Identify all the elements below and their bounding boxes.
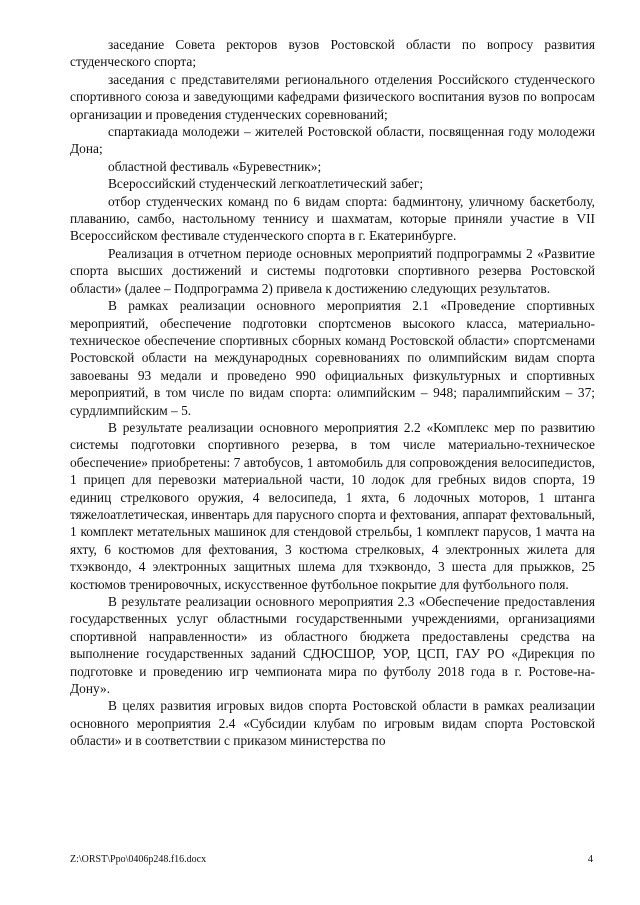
- paragraph-youth-spartakiad: спартакиада молодежи – жителей Ростовской области, посвященная году молодежи Дона;: [70, 124, 595, 157]
- paragraph-team-selection: отбор студенческих команд по 6 видам спорта: бадминтону, уличному баскетболу, плаванию, самбо, настольному теннису и шахматам, которые приняли участие в VII Всероссийском фестивале студенческого спорта в г. Екатеринбурге.: [70, 193, 595, 244]
- footer-file-path: Z:\ORST\Ppo\0406p248.f16.docx: [70, 854, 207, 865]
- paragraph-subprogram-2-intro: Реализация в отчетном периоде основных мероприятий подпрограммы 2 «Развитие спорта высших достижений и системы подготовки спортивного резерва Ростовской области» (далее – Подпрограмма 2) привела к достижению следующих результатов.: [70, 245, 595, 296]
- paragraph-measure-2-3: В результате реализации основного мероприятия 2.3 «Обеспечение предоставления государственных услуг областными государственными учреждениями, организациями спортивной направленности» из областного бюджета предоставлены средства на выполнение государственных заданий СДЮСШОР, УОР, ЦСП, ГАУ РО «Дирекция по подготовке и проведению игр чемпионата мира по футболу 2018 года в г. Ростове-на-Дону».: [70, 594, 595, 697]
- paragraph-measure-2-4: В целях развития игровых видов спорта Ростовской области в рамках реализации основного мероприятия 2.4 «Субсидии клубам по игровым видам спорта Ростовской области» и в соответствии с приказом министерства по: [70, 698, 595, 749]
- document-body: [70, 36, 595, 750]
- paragraph-measure-2-1: В рамках реализации основного мероприятия 2.1 «Проведение спортивных мероприятий, обеспечение подготовки спортсменов высокого класса, материально-техническое обеспечение спортивных сборных команд Ростовской области» спортсменами Ростовской области на международных соревнованиях по олимпийским видам спорта завоеваны 93 медали и проведено 990 официальных физкультурных и спортивных мероприятий, в том числе по видам спорта: олимпийским – 948; паралимпийским – 37; сурдлимпийским – 5.: [70, 298, 595, 418]
- paragraph-student-union-meetings: заседания с представителями регионального отделения Российского студенческого спортивного союза и заведующими кафедрами физического воспитания вузов по вопросам организации и проведения студенческих соревнований;: [70, 71, 595, 122]
- page-number: 4: [587, 854, 593, 865]
- paragraph-athletics-race: Всероссийский студенческий легкоатлетический забег;: [108, 176, 424, 192]
- paragraph-burevestnik-festival: областной фестиваль «Буревестник»;: [108, 158, 322, 174]
- paragraph-measure-2-2: В результате реализации основного мероприятия 2.2 «Комплекс мер по развитию системы подготовки спортивного резерва, в том числе материально-техническое обеспечение» приобретены: 7 автобусов, 1 автомобиль для сопровождения велосипедистов, 1 прицеп для перевозки материальной части, 10 лодок для гребных видов спорта, 19 единиц стрелкового оружия, 4 велосипеда, 1 яхта, 6 лодочных моторов, 1 штанга тяжелоатлетическая, инвентарь для парусного спорта и фехтования, аппарат фехтовальный, 1 комплект метательных машинок для стендовой стрельбы, 1 комплект парусов, 1 мачта на яхту, 6 костюмов для фехтования, 3 костюма стрелковых, 4 электронных жилета для тхэквондо, 4 электронных защитных шлема для тхэквондо, 3 шеста для прыжков, 25 костюмов тренировочных, искусственное футбольное покрытие для футбольного поля.: [70, 419, 595, 592]
- paragraph-rectors-council: заседание Совета ректоров вузов Ростовской области по вопросу развития студенческого спорта;: [70, 37, 595, 70]
